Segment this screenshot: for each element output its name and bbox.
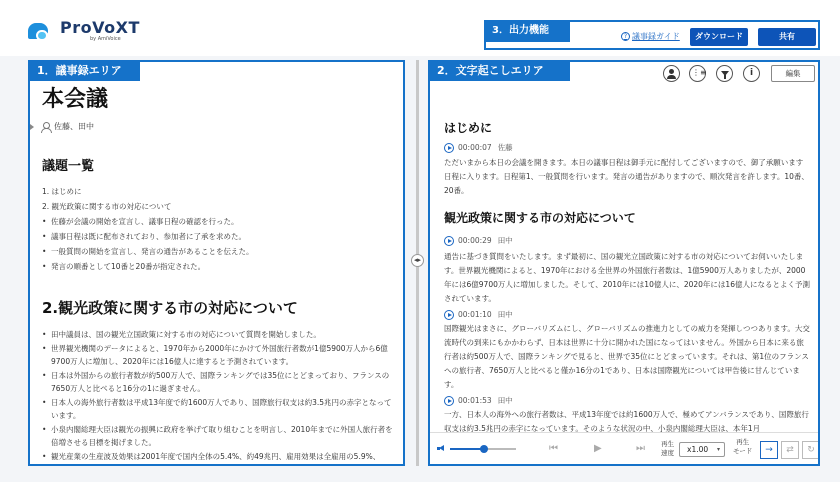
segment-speaker: 佐藤 [497, 143, 513, 152]
share-button[interactable]: 共有 [758, 28, 816, 46]
logo-subtitle: by AmiVoice [90, 36, 121, 42]
speed-label: 再生 速度 [661, 440, 674, 457]
segment-text: ただいまから本日の会議を開きます。本日の議事日程は御手元に配付してございますので、御了承願います日程に入ります。日程第1、一般質問を行います。発言の通告がありますので、順次発言を許します。10番、20番。 [444, 158, 809, 195]
transcript-heading-intro: はじめに [444, 121, 493, 135]
transcript-heading-tourism: 観光政策に関する市の対応について [444, 211, 636, 225]
filter-icon[interactable] [716, 65, 733, 82]
info-icon[interactable] [743, 65, 760, 82]
speaker-icon[interactable] [663, 65, 680, 82]
skip-back-icon[interactable]: ⏮ [549, 443, 558, 454]
person-icon [41, 122, 50, 131]
play-segment-icon[interactable] [444, 396, 454, 406]
mode-loop-icon[interactable]: ↻ [802, 441, 820, 459]
play-segment-icon[interactable] [444, 236, 454, 246]
segment-meta[interactable] [444, 309, 513, 320]
segment-meta[interactable] [444, 235, 513, 246]
logo [28, 20, 140, 43]
list-icon[interactable] [689, 65, 706, 82]
volume-icon[interactable] [437, 445, 446, 452]
segment-text: 一方、日本人の海外への旅行者数は、平成13年度では約1600万人で、極めてアンバランスであり、国際旅行収支は約3.5兆円の赤字になっています。そのような状況の中、小泉内閣総理大臣は、本年1月 [444, 410, 809, 432]
play-icon[interactable]: ▶ [594, 443, 602, 454]
output-area-tag: 3．出力機能 [484, 20, 570, 42]
list-item: • 発言の順番として10番と20番が指定された。 [42, 259, 397, 274]
section2-list [42, 328, 397, 463]
speed-select[interactable] [679, 442, 725, 457]
agenda-heading: 議題一覧 [42, 159, 95, 174]
segment-time: 00:00:29 [458, 236, 492, 245]
section2-heading: 2.観光政策に関する市の対応について [42, 299, 298, 317]
participants[interactable] [30, 121, 94, 132]
minutes-guide-label: 議事録ガイド [632, 32, 680, 41]
list-item: • 観光産業の生産波及効果は2001年度で国内全体の5.4%、約49兆円、雇用効果は全雇用の5.9%、 [42, 450, 397, 464]
play-segment-icon[interactable] [444, 143, 454, 153]
agenda-item: 1. はじめに [42, 187, 82, 196]
volume-slider-fill [450, 448, 484, 450]
segment-text: 国際観光はまさに、グローバリズムにし、グローバリズムの推進力としての威力を発揮しつつあります。大交流時代の到来にもかかわらず、日本は世界に十分に開かれた国になってはいません。外国から日本に来る旅行者は約500万人で、国際ランキングで見ると、世界で35位にとどまっています。それは、第1位のフランスへの旅行者、7650万人と比べると僅か16分の1であり、日本は国際観光については甲告後に甘んじています。 [444, 324, 810, 389]
speed-value: x1.00 [687, 445, 709, 454]
minutes-guide-link[interactable] [621, 31, 680, 42]
minutes-area-tag: 1．議事録エリア [28, 60, 140, 81]
list-item: • 佐藤が会議の開始を宣言し、議事日程の確認を行った。 [42, 214, 397, 229]
mode-continuous-icon[interactable]: → [760, 441, 778, 459]
agenda-item: 2. 観光政策に関する市の対応について [42, 202, 172, 211]
segment-meta[interactable] [444, 395, 513, 406]
list-item: • 小泉内閣総理大臣は観光の振興に政府を挙げて取り組むことを明言し、2010年までに外国人旅行者を倍増させる目標を掲げました。 [42, 423, 397, 450]
list-item: • 一般質問の開始を宣言し、発言の通告があることを伝えた。 [42, 244, 397, 259]
transcript-area-tag: 2．文字起こしエリア [428, 60, 570, 81]
help-icon: ? [621, 32, 630, 41]
mode-label: 再生 モード [733, 438, 753, 455]
skip-forward-icon[interactable]: ⏭ [636, 443, 645, 454]
segment-speaker: 田中 [497, 310, 513, 319]
agenda-list [42, 184, 397, 214]
logo-mark-icon [28, 21, 56, 43]
list-item: • 議事日程は既に配布されており、参加者に了承を求めた。 [42, 229, 397, 244]
list-item: • 世界観光機関のデータによると、1970年から2000年にかけて外国旅行者数が1億5900万人から6億9700万人に増加し、2020年には16億人に達すると予測されています。 [42, 342, 397, 369]
minutes-title: 本会議 [42, 87, 109, 112]
resize-handle-icon[interactable]: ◂▸ [411, 254, 424, 267]
mode-repeat-segment-icon[interactable]: ⇄ [781, 441, 799, 459]
list-item: • 日本は外国からの旅行者数が約500万人で、国際ランキングでは35位にとどまっており、フランスの7650万人と比べると16分の1に過ぎません。 [42, 369, 397, 396]
list-item: • 田中議員は、国の観光立国政策に対する市の対応について質問を開始しました。 [42, 328, 397, 342]
segment-speaker: 田中 [497, 236, 513, 245]
chevron-down-icon: ▾ [716, 446, 720, 453]
expand-triangle-icon [30, 124, 34, 130]
segment-text: 通告に基づき質問をいたします。まず最初に、国の観光立国政策に対する市の対応についてお伺いいたします。世界観光機関によると、1970年における全世界の外国旅行者数は、1億5900万人ありましたが、2000年には6億9700万人に増加しました。そして、2010年には10億人に、2020年には16億人になるとよく予測されています。 [444, 252, 810, 303]
segment-time: 00:00:07 [458, 143, 492, 152]
volume-slider-knob[interactable] [480, 445, 488, 453]
segment-time: 00:01:53 [458, 396, 492, 405]
segment-speaker: 田中 [497, 396, 513, 405]
participants-text: 佐藤、田中 [54, 122, 94, 131]
edit-button[interactable]: 編集 [771, 65, 815, 82]
segment-meta[interactable] [444, 142, 513, 153]
list-item: • 日本人の海外旅行者数は平成13年度で約1600万人であり、国際旅行収支は約3.5兆円の赤字となっています。 [42, 396, 397, 423]
logo-title: ProVoXT [60, 18, 140, 37]
download-button[interactable]: ダウンロード [690, 28, 748, 46]
play-segment-icon[interactable] [444, 310, 454, 320]
summary-list [42, 214, 397, 274]
segment-time: 00:01:10 [458, 310, 492, 319]
